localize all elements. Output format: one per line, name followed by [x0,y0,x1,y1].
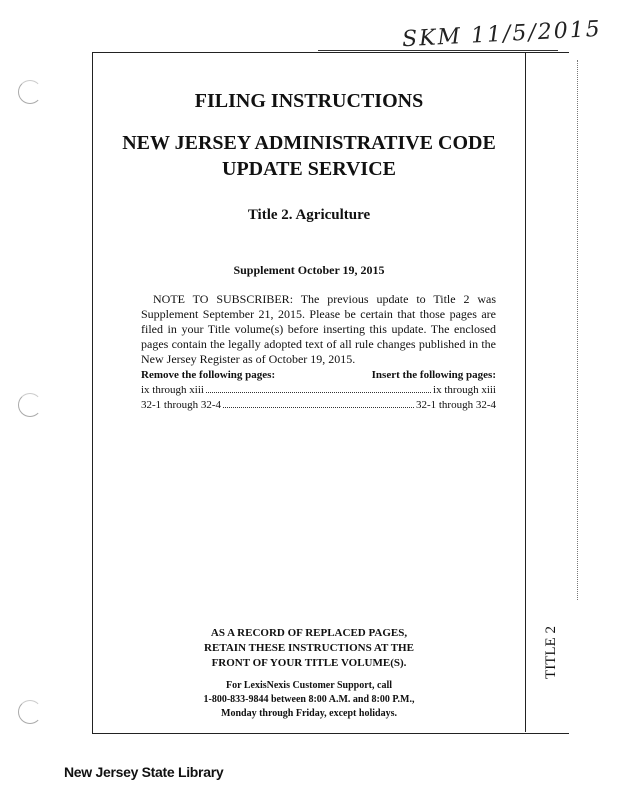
document-title: FILING INSTRUCTIONS [194,90,424,112]
punch-hole-mark [18,393,42,417]
dot-leader [223,397,414,408]
record-notice-line: RETAIN THESE INSTRUCTIONS AT THE [204,642,414,654]
remove-pages: ix through xiii [141,384,204,396]
support-line: Monday through Friday, except holidays. [221,708,397,719]
support-line: 1-800-833-9844 between 8:00 A.M. and 8:00 P.M., [203,694,415,705]
handwritten-initials-date: SKM 11/5/2015 [401,16,603,53]
subscriber-note: NOTE TO SUBSCRIBER: The previous update to Title 2 was Supplement September 21, 2015. Please be certain that those pages are filed in your Title volume(s) before inserting this update. The enclosed pages contain the legally adopted text of all rule changes published in the New Jersey Register as of October 19, 2015. [141,292,496,366]
punch-hole-mark [18,700,42,724]
document-subtitle [92,130,526,182]
subtitle-line: UPDATE SERVICE [222,158,396,180]
signature-line [318,50,558,51]
dot-leader [206,382,431,393]
spine-label-text: TITLE 2 [542,625,559,679]
library-stamp: New Jersey State Library [64,764,224,780]
subtitle-line: NEW JERSEY ADMINISTRATIVE CODE [122,132,496,154]
insert-column-header: Insert the following pages: [371,369,496,381]
support-line: For LexisNexis Customer Support, call [225,680,392,691]
supplement-date: Supplement October 19, 2015 [233,263,385,277]
insert-pages: ix through xiii [433,384,496,396]
remove-pages: 32-1 through 32-4 [141,399,222,411]
punch-hole-mark [18,80,42,104]
record-notice-line: AS A RECORD OF REPLACED PAGES, [210,627,408,639]
title-number: Title 2. Agriculture [247,207,371,223]
customer-support-info [92,679,526,721]
spine-label [536,612,566,692]
record-notice-line: FRONT OF YOUR TITLE VOLUME(S). [211,657,407,669]
insert-pages: 32-1 through 32-4 [415,399,496,411]
table-row [141,397,496,412]
table-row [141,382,496,397]
remove-column-header: Remove the following pages: [141,369,276,381]
pages-table [141,368,496,412]
pages-table-header [141,368,496,382]
page-edge-mark [577,60,578,600]
record-notice [92,626,526,671]
